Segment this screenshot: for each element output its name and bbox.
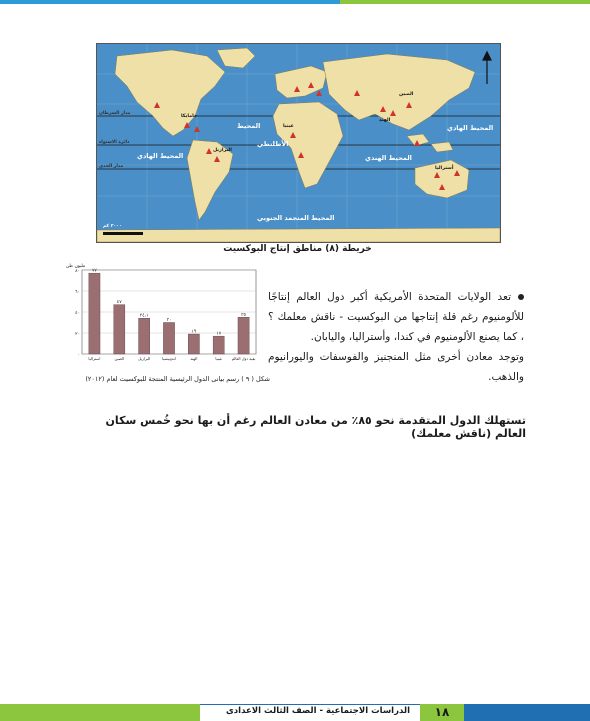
bar-value-label: ١٧	[216, 331, 222, 337]
body-text	[268, 287, 524, 387]
top-bar-blue	[0, 0, 340, 4]
bar	[114, 305, 125, 354]
bar-value-label: ١٩	[191, 329, 197, 335]
tropic-cancer-label: مدار السرطان	[99, 111, 131, 116]
southern-ocean-label: المحيط المتجمد الجنوبي	[257, 214, 335, 222]
footer-green-strip	[0, 704, 200, 721]
y-tick-label: ٦٠	[75, 290, 80, 295]
bar	[89, 273, 100, 354]
bar	[139, 318, 150, 354]
india-label: الهند	[379, 118, 391, 123]
ocean-word-label: المحيط	[237, 122, 261, 130]
indian-ocean-label: المحيط الهندي	[365, 154, 412, 162]
guinea-label: غينيا	[283, 124, 294, 129]
australia-label: أستراليا	[435, 166, 454, 171]
jamaica-label: جامايكا	[181, 114, 198, 119]
paragraph-1-text: تعد الولايات المتحدة الأمريكية أكبر دول العالم إنتاجًا للألومنيوم رغم قلة إنتاجها من البوكسيت - ناقش معلمك ؟ ، كما يصنع الألومنيوم في كندا، وأستراليا، واليابان.	[268, 291, 524, 343]
brazil-label: البرازيل	[213, 148, 232, 153]
bar-value-label: ٤٧	[116, 300, 122, 306]
bar-value-label: ٣٠	[166, 318, 172, 323]
bar-value-label: ٧٧	[92, 268, 97, 274]
bar	[238, 317, 249, 354]
y-tick-label: ٠	[77, 353, 80, 358]
x-tick-label: الهند	[190, 356, 198, 361]
bar-value-label: ٣٤،١	[139, 313, 149, 319]
footer-title: الدراسات الاجتماعية - الصف الثالث الاعدادى	[226, 706, 410, 716]
bullet-icon	[518, 294, 524, 300]
y-tick-label: ٨٠	[75, 269, 80, 274]
chart-svg	[58, 262, 263, 374]
y-axis-label: مليون طن	[66, 264, 86, 269]
bar-value-label: ٣٥	[241, 312, 246, 318]
bauxite-bar-chart	[58, 262, 263, 374]
pacific-east-label: المحيط الهادي	[447, 124, 494, 132]
bauxite-world-map	[96, 43, 501, 243]
bar	[213, 336, 224, 354]
bar	[163, 323, 174, 355]
y-tick-label: ٢٠	[75, 332, 80, 337]
x-tick-label: الصين	[114, 356, 125, 361]
world-map-graphic	[97, 44, 500, 242]
paragraph-1	[268, 287, 524, 347]
equator-label: دائرة الاستواء	[99, 140, 130, 145]
x-tick-label: البرازيل	[138, 356, 151, 361]
bar	[188, 334, 199, 354]
y-tick-label: ٤٠	[75, 311, 80, 316]
chart-caption: شكل ( ٩ ) رسم بيانى الدول الرئيسية المنتجة للبوكسيت لعام (٢٠١٢)	[85, 375, 270, 383]
x-tick-label: بقية دول العالم	[231, 356, 256, 361]
top-color-bar	[0, 0, 590, 4]
atlantic-label: الأطلنطي	[257, 140, 289, 148]
map-caption: خريطة (٨) مناطق إنتاج البوكسيت	[223, 244, 372, 254]
top-bar-green	[340, 0, 590, 4]
x-tick-label: غينيا	[215, 356, 223, 361]
china-label: الصين	[399, 92, 414, 97]
page-number: ١٨	[420, 704, 464, 721]
scale-label: ٢٠٠٠ كم	[103, 224, 122, 229]
paragraph-2: وتوجد معادن أخرى مثل المنجنيز والفوسفات واليورانيوم والذهب.	[268, 351, 524, 383]
x-tick-label: استراليا	[88, 356, 101, 361]
pacific-west-label: المحيط الهادي	[137, 152, 184, 160]
x-tick-label: اندونيسيا	[162, 356, 176, 361]
discussion-question: تستهلك الدول المتقدمة نحو ٨٥٪ من معادن العالم رغم أن بها نحو خُمس سكان العالم (ناقش معلمك)	[105, 414, 526, 440]
tropic-capricorn-label: مدار الجدي	[99, 164, 124, 169]
